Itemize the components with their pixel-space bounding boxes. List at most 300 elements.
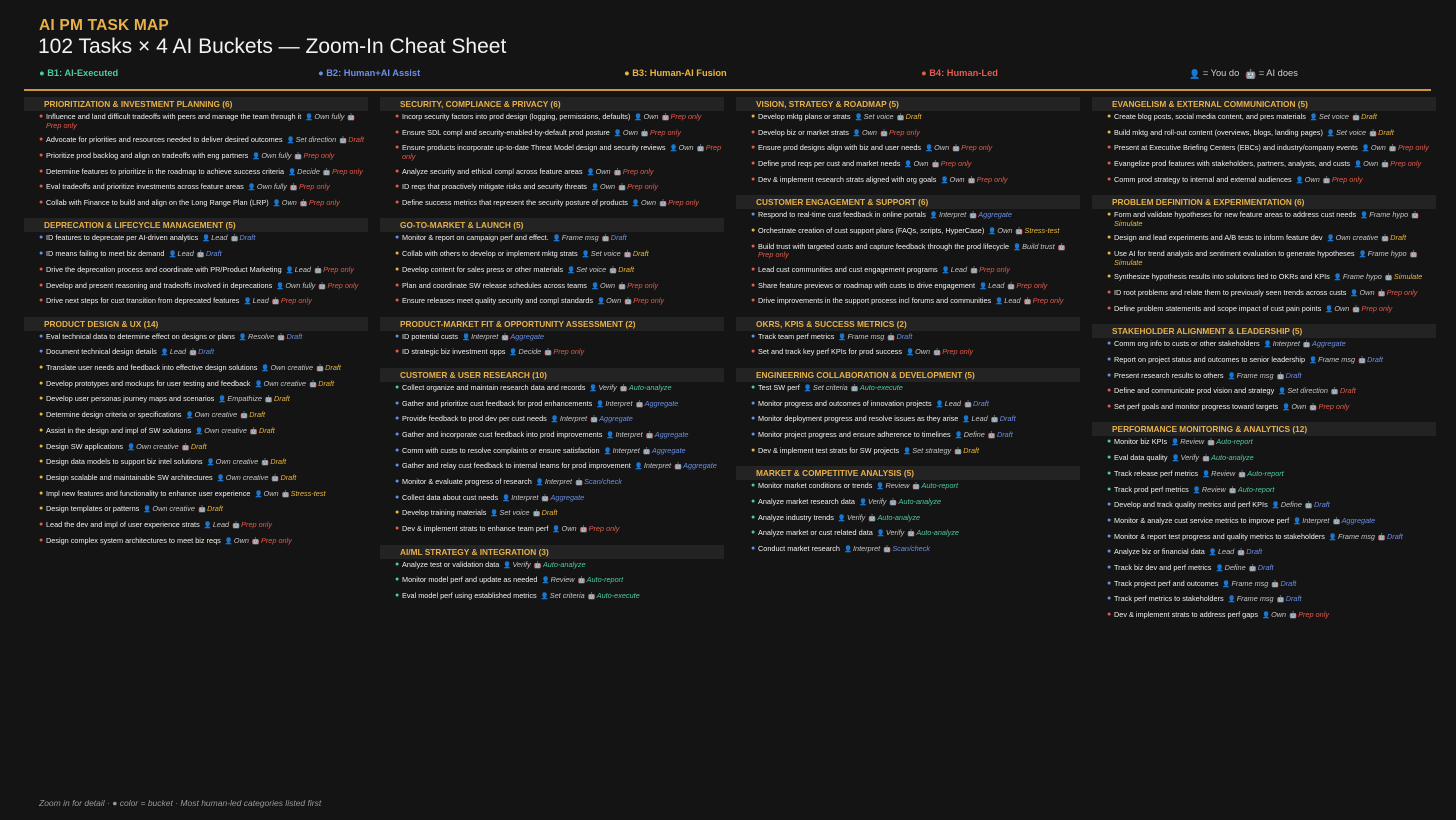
ai-role-label: Prep only <box>889 127 920 137</box>
robot-icon: 🤖 <box>322 168 331 176</box>
task-text: Define prod reqs per cust and market needs <box>758 159 901 169</box>
task-text: Dev & implement strats to address perf gaps <box>1114 610 1258 619</box>
person-icon: 👤 <box>586 168 595 176</box>
person-icon: 👤 <box>254 380 263 388</box>
task-item <box>1107 486 1436 495</box>
person-icon: 👤 <box>590 184 600 192</box>
you-role-label: Own fully <box>256 182 287 192</box>
you-role-label: Frame hypo <box>1367 249 1407 259</box>
you-role <box>589 383 616 392</box>
you-role <box>286 265 311 274</box>
task-item <box>395 266 724 275</box>
you-role-label: Verify <box>885 528 905 538</box>
robot-icon: 🤖 <box>232 521 241 529</box>
person-icon: 👤 <box>540 592 549 600</box>
person-icon: 👤 <box>1189 69 1201 79</box>
ai-role-label: Draft <box>325 363 341 373</box>
you-role <box>1293 516 1329 525</box>
ai-role <box>501 332 544 341</box>
bucket-legend <box>39 68 1439 82</box>
task-item <box>1107 517 1436 526</box>
person-icon: 👤 <box>272 199 281 207</box>
task-text: Build mktg and roll-out content (overviews, blogs, landing pages) <box>1114 127 1323 137</box>
ai-role <box>580 524 620 533</box>
ai-role-label: Draft <box>270 457 287 467</box>
task-text: Gather and prioritize cust feedback for prod enhancements <box>402 398 593 408</box>
person-icon: 👤 <box>669 145 678 153</box>
task-list <box>380 559 724 601</box>
person-icon: 👤 <box>1309 114 1318 121</box>
person-icon: 👤 <box>603 447 612 455</box>
person-icon: 👤 <box>1208 549 1217 557</box>
ai-role <box>1381 233 1406 242</box>
bucket-dot-icon: ● <box>395 128 400 136</box>
task-text: Monitor model perf and update as needed <box>402 575 538 585</box>
task-item <box>39 199 368 208</box>
robot-icon: 🤖 <box>1322 176 1331 184</box>
person-icon: 👤 <box>858 498 868 506</box>
task-text: Develop biz or market strats <box>758 127 849 137</box>
task-item <box>395 576 724 585</box>
task-list <box>24 232 368 305</box>
you-role-label: Own <box>1271 610 1287 619</box>
you-role-label: Verify <box>1180 453 1200 463</box>
person-icon: 👤 <box>218 396 227 404</box>
task-item <box>395 415 724 424</box>
task-item <box>395 282 724 291</box>
category-section <box>1092 422 1436 619</box>
you-role-label: Review <box>1180 437 1205 447</box>
ai-role-label: Auto-report <box>1216 437 1253 447</box>
you-role-label: Verify <box>598 382 617 392</box>
bucket-dot-icon: ● <box>395 332 400 340</box>
you-role <box>854 112 893 121</box>
you-role-label: Own <box>1304 174 1320 184</box>
task-item <box>39 113 368 129</box>
bucket-dot-icon: ● <box>1107 579 1112 587</box>
person-icon: 👤 <box>552 526 561 534</box>
robot-icon: 🤖 <box>659 199 668 207</box>
robot-icon: 🤖 <box>299 199 308 207</box>
you-role <box>853 128 877 137</box>
robot-icon: 🤖 <box>249 427 258 435</box>
ai-role <box>1289 610 1329 619</box>
ai-role <box>309 379 334 388</box>
header-divider <box>24 89 1431 91</box>
you-role <box>551 414 587 423</box>
task-text: Collab with others to develop or implement mktg strats <box>402 249 578 259</box>
ai-role-label: Prep only <box>261 535 292 545</box>
robot-icon: 🤖 <box>277 333 286 341</box>
ai-role <box>1237 547 1262 556</box>
ai-role-label: Draft <box>249 410 266 420</box>
person-icon: 👤 <box>1354 161 1363 169</box>
you-role <box>838 513 865 522</box>
category-header: EVANGELISM & EXTERNAL COMMUNICATION (5) <box>1092 97 1436 111</box>
you-role-label: Interpret <box>605 398 633 408</box>
robot-icon: 🤖 <box>1289 612 1298 619</box>
bucket-dot-icon: ● <box>751 211 756 219</box>
task-item <box>1107 454 1436 463</box>
person-icon: 👤 <box>606 431 615 439</box>
bucket-dot-icon: ● <box>1107 454 1112 462</box>
task-item <box>1107 211 1436 227</box>
person-icon: 👤 <box>1222 580 1231 588</box>
bucket-dot-icon: ● <box>395 198 400 206</box>
bucket-dot-icon: ● <box>395 462 400 470</box>
task-item <box>39 427 368 436</box>
ai-role-label: Simulate <box>1114 257 1143 267</box>
you-role-label: Own fully <box>285 280 316 290</box>
you-role <box>1272 500 1302 509</box>
category-header: AI/ML STRATEGY & INTEGRATION (3) <box>380 545 724 559</box>
task-text: Drive next steps for cust transition from deprecated features <box>46 296 240 306</box>
task-item <box>395 113 724 122</box>
you-role-label: Verify <box>846 512 866 522</box>
robot-icon: 🤖 <box>1384 274 1393 282</box>
you-role <box>877 528 904 537</box>
you-role <box>1354 159 1378 168</box>
robot-icon: 🤖 <box>907 530 916 538</box>
person-icon: 👤 <box>613 129 622 137</box>
person-icon: 👤 <box>988 227 997 235</box>
person-icon: 👤 <box>941 266 950 274</box>
you-role <box>1282 402 1306 411</box>
category-section <box>380 218 724 305</box>
robot-icon: 🤖 <box>642 447 651 455</box>
task-item <box>395 525 724 534</box>
you-role <box>1278 386 1328 395</box>
robot-icon: 🤖 <box>264 396 273 404</box>
person-icon: 👤 <box>238 333 247 341</box>
ai-role <box>1378 288 1418 297</box>
category-section <box>736 466 1080 553</box>
person-icon: 👤 <box>490 510 499 518</box>
you-role <box>536 477 572 486</box>
person-icon: 👤 <box>1192 486 1201 494</box>
task-text: Gather and relay cust feedback to internal teams for prod improvement <box>402 461 631 471</box>
ai-role <box>198 504 223 513</box>
ai-role <box>1207 437 1253 446</box>
task-text: Define success metrics that represent the security posture of products <box>402 197 628 207</box>
task-text: Define problem statements and scope impact of cust pain points <box>1114 303 1322 313</box>
ai-role-label: Prep only <box>1331 174 1363 184</box>
bucket-dot-icon: ● <box>39 473 44 481</box>
ai-role-label: Draft <box>1339 386 1356 396</box>
you-role <box>254 489 278 498</box>
ai-role <box>988 430 1013 439</box>
person-icon: 👤 <box>995 298 1004 306</box>
you-role-label: Set voice <box>863 112 894 121</box>
task-text: Present at Executive Briefing Centers (EBCs) and industry/company events <box>1114 143 1358 153</box>
robot-icon: 🤖 <box>1276 596 1285 604</box>
legend-ai-key <box>1245 68 1298 80</box>
task-text: Monitor project progress and ensure adherence to timelines <box>758 429 951 439</box>
you-role-label: Own <box>600 280 616 290</box>
person-icon: 👤 <box>550 416 559 424</box>
you-role <box>503 560 530 569</box>
footer-note: Zoom in for detail · ● color = bucket · Most human-led categories listed first <box>39 798 322 808</box>
ai-role-label: Draft <box>1257 562 1274 572</box>
you-role <box>509 347 541 356</box>
you-role <box>955 430 985 439</box>
robot-icon: 🤖 <box>618 184 627 192</box>
robot-icon: 🤖 <box>601 235 610 243</box>
task-text: Track project perf and outcomes <box>1114 578 1219 588</box>
bucket-dot-icon: ● <box>395 234 400 242</box>
you-role <box>248 182 287 191</box>
you-role-label: Set direction <box>1287 386 1328 396</box>
task-text: Determine features to prioritize in the roadmap to achieve success criteria <box>46 166 285 176</box>
you-role-label: Lead <box>169 347 187 357</box>
task-item <box>751 227 1080 236</box>
person-icon: 👤 <box>1013 243 1022 251</box>
task-text: Dev & implement strats to enhance team perf <box>402 524 549 534</box>
task-text: Develop mktg plans or strats <box>758 112 851 121</box>
bucket-dot-icon: ● <box>395 183 400 191</box>
you-role-label: Define <box>1280 500 1302 510</box>
you-role-label: Frame msg <box>1236 370 1274 380</box>
person-icon: 👤 <box>1360 212 1369 220</box>
category-header: ENGINEERING COLLABORATION & DEVELOPMENT (5) <box>736 368 1080 382</box>
bucket-dot-icon: ● <box>1107 211 1112 219</box>
task-item <box>1107 305 1436 314</box>
ai-role <box>641 128 681 137</box>
you-role <box>185 410 237 419</box>
ai-role <box>230 233 255 242</box>
bucket-dot-icon: ● <box>39 234 44 242</box>
ai-role <box>1323 175 1363 184</box>
person-icon: 👤 <box>276 282 285 290</box>
task-item <box>395 129 724 138</box>
you-role-label: Lead <box>252 296 269 306</box>
ai-role-label: Prep only <box>622 166 654 176</box>
ai-role <box>1332 516 1375 525</box>
you-role-label: Frame msg <box>847 331 885 341</box>
bucket-dot-icon: ● <box>395 493 400 501</box>
bucket-dot-icon: ● <box>39 136 44 144</box>
person-icon: 👤 <box>838 333 847 341</box>
you-role-label: Verify <box>512 559 531 569</box>
bucket-dot-icon: ● <box>39 297 44 305</box>
you-role-label: Interpret <box>853 543 881 553</box>
robot-icon: 🤖 <box>1351 114 1361 121</box>
you-role-label: Frame msg <box>1338 531 1375 541</box>
you-role-label: Review <box>1201 484 1226 494</box>
ai-role-label: Auto-report <box>1237 484 1275 494</box>
ai-role-label: Auto-execute <box>859 382 903 392</box>
robot-icon: 🤖 <box>1202 455 1211 463</box>
category-section <box>736 317 1080 357</box>
ai-role-label: Prep only <box>303 150 335 160</box>
you-role <box>1329 532 1375 541</box>
task-text: Monitor & report on campaign perf and effect. <box>402 233 549 243</box>
robot-icon: 🤖 <box>889 498 898 506</box>
robot-icon: 🤖 <box>1228 486 1237 494</box>
bucket-dot-icon: ● <box>39 348 44 356</box>
robot-icon: 🤖 <box>954 447 963 455</box>
person-icon: 👤 <box>929 212 939 220</box>
bucket-dot-icon: ● <box>1107 144 1112 152</box>
ai-role <box>618 182 658 191</box>
person-icon: 👤 <box>1328 533 1337 541</box>
task-item <box>39 537 368 546</box>
task-text: Develop and track quality metrics and perf KPIs <box>1114 500 1268 510</box>
person-icon: 👤 <box>1326 129 1335 137</box>
task-text: Conduct market research <box>758 543 840 553</box>
task-item <box>395 592 724 601</box>
person-icon: 👤 <box>837 514 846 522</box>
task-item <box>39 183 368 192</box>
bucket-dot-icon: ● <box>395 250 400 258</box>
you-role <box>1171 437 1204 446</box>
task-text: Evangelize prod features with stakeholders, partners, analysts, and custs <box>1114 159 1351 169</box>
you-role <box>1360 210 1408 219</box>
ai-role <box>1277 371 1302 380</box>
person-icon: 👤 <box>1326 235 1335 243</box>
ai-role <box>534 560 586 569</box>
task-item <box>1107 289 1436 298</box>
bucket-dot-icon: ● <box>751 144 756 152</box>
bucket-dot-icon: ● <box>1107 371 1112 379</box>
task-item <box>39 458 368 467</box>
task-item <box>39 136 368 145</box>
task-item <box>39 505 368 514</box>
task-item <box>39 395 368 404</box>
category-section <box>736 97 1080 184</box>
you-role <box>276 281 315 290</box>
person-icon: 👤 <box>954 431 963 439</box>
you-role <box>670 143 694 152</box>
robot-icon: 🤖 <box>318 282 327 290</box>
ai-role <box>880 128 920 137</box>
task-item <box>39 234 368 243</box>
ai-role <box>887 332 912 341</box>
legend-b4-label: B4: Human-Led <box>929 68 998 78</box>
robot-icon: 🤖 <box>850 384 859 392</box>
task-text: Monitor progress and outcomes of innovation projects <box>758 398 932 408</box>
task-text: Determine design criteria or specifications <box>46 410 182 420</box>
bucket-dot-icon: ● <box>1107 532 1112 540</box>
ai-role <box>970 265 1010 274</box>
task-text: Synthesize hypothesis results into solutions tied to OKRs and KPIs <box>1114 272 1330 282</box>
ai-role-label: Draft <box>999 414 1016 424</box>
task-text: Monitor biz KPIs <box>1114 437 1168 447</box>
robot-icon: 🤖 <box>1369 129 1378 137</box>
person-icon: 👤 <box>905 349 915 357</box>
task-text: Incorp security factors into prod design (logging, permissions, defaults) <box>402 112 631 121</box>
you-role-label: Interpret <box>643 461 672 471</box>
ai-role <box>620 383 672 392</box>
robot-icon: 🤖 <box>970 266 979 274</box>
task-item <box>1107 611 1436 620</box>
category-header: OKRS, KPIS & SUCCESS METRICS (2) <box>736 317 1080 331</box>
you-role <box>1362 143 1386 152</box>
bucket-dot-icon: ● <box>1107 160 1112 168</box>
robot-icon: 🤖 <box>1304 502 1313 510</box>
task-item <box>395 561 724 570</box>
ai-role <box>968 175 1008 184</box>
bucket-dot-icon: ● <box>1107 595 1112 603</box>
robot-icon: 🤖 <box>952 145 961 153</box>
person-icon: 👤 <box>567 266 576 274</box>
ai-role <box>300 198 340 207</box>
ai-role <box>897 112 922 121</box>
task-item <box>39 168 368 177</box>
ai-role-label: Simulate <box>1393 272 1423 282</box>
ai-role-label: Draft <box>274 394 290 404</box>
bucket-dot-icon: ● <box>1107 234 1112 242</box>
ai-role-label: Draft <box>1361 112 1377 121</box>
task-text: Prioritize prod backlog and align on tradeoffs with eng partners <box>46 150 249 160</box>
you-role-label: Own creative <box>194 410 238 420</box>
person-icon: 👤 <box>203 521 212 529</box>
robot-icon: 🤖 <box>963 400 973 408</box>
task-item <box>395 509 724 518</box>
task-item <box>1107 129 1436 138</box>
bucket-dot-icon: ● <box>395 446 400 454</box>
you-role <box>1296 175 1320 184</box>
you-role <box>202 233 227 242</box>
ai-role-label: Draft <box>205 249 222 259</box>
task-text: Collect data about cust needs <box>402 492 499 502</box>
you-role-label: Own <box>915 347 931 357</box>
ai-role <box>661 112 701 121</box>
task-text: Analyze industry trends <box>758 512 834 522</box>
ai-role-label: Aggregate <box>1341 515 1376 525</box>
you-role-label: Interpret <box>612 445 640 455</box>
you-role <box>844 544 880 553</box>
task-text: Comm prod strategy to internal and external audiences <box>1114 174 1292 184</box>
bucket-dot-icon: ● <box>1107 516 1112 524</box>
task-item <box>39 443 368 452</box>
you-role <box>195 426 247 435</box>
task-text: Track prod perf metrics <box>1114 484 1189 494</box>
bucket-dot-icon: ● <box>395 576 400 584</box>
bucket-dot-icon: ● <box>395 383 400 391</box>
you-role-label: Own fully <box>261 150 292 160</box>
task-item <box>751 113 1080 122</box>
ai-role-label: Prep only <box>1361 303 1393 313</box>
legend-you-label: = You do <box>1202 68 1240 78</box>
person-icon: 👤 <box>160 349 169 357</box>
column-4 <box>1092 97 1436 631</box>
task-list <box>1092 111 1436 184</box>
ai-role <box>197 249 222 258</box>
ai-role-label: Draft <box>541 508 558 518</box>
task-list <box>1092 436 1436 619</box>
person-icon: 👤 <box>1350 290 1359 297</box>
task-text: Develop and present reasoning and tradeoffs involved in deprecations <box>46 280 273 290</box>
task-item <box>751 211 1080 220</box>
ai-role <box>282 489 326 498</box>
task-item <box>1107 403 1436 412</box>
task-item <box>1107 438 1436 447</box>
legend-b2 <box>318 68 420 78</box>
robot-icon: 🤖 <box>1238 470 1247 478</box>
task-text: Monitor market conditions or trends <box>758 481 873 491</box>
person-icon: 👤 <box>202 235 211 243</box>
robot-icon: 🤖 <box>967 176 976 184</box>
ai-role-label: Aggregate <box>683 461 717 471</box>
person-icon: 👤 <box>1263 341 1272 349</box>
ai-role-label: Draft <box>1285 370 1302 380</box>
robot-icon: 🤖 <box>645 431 654 439</box>
ai-role <box>1007 281 1047 290</box>
robot-icon: 🤖 <box>613 168 622 176</box>
task-item <box>39 521 368 530</box>
person-icon: 👤 <box>552 235 561 243</box>
